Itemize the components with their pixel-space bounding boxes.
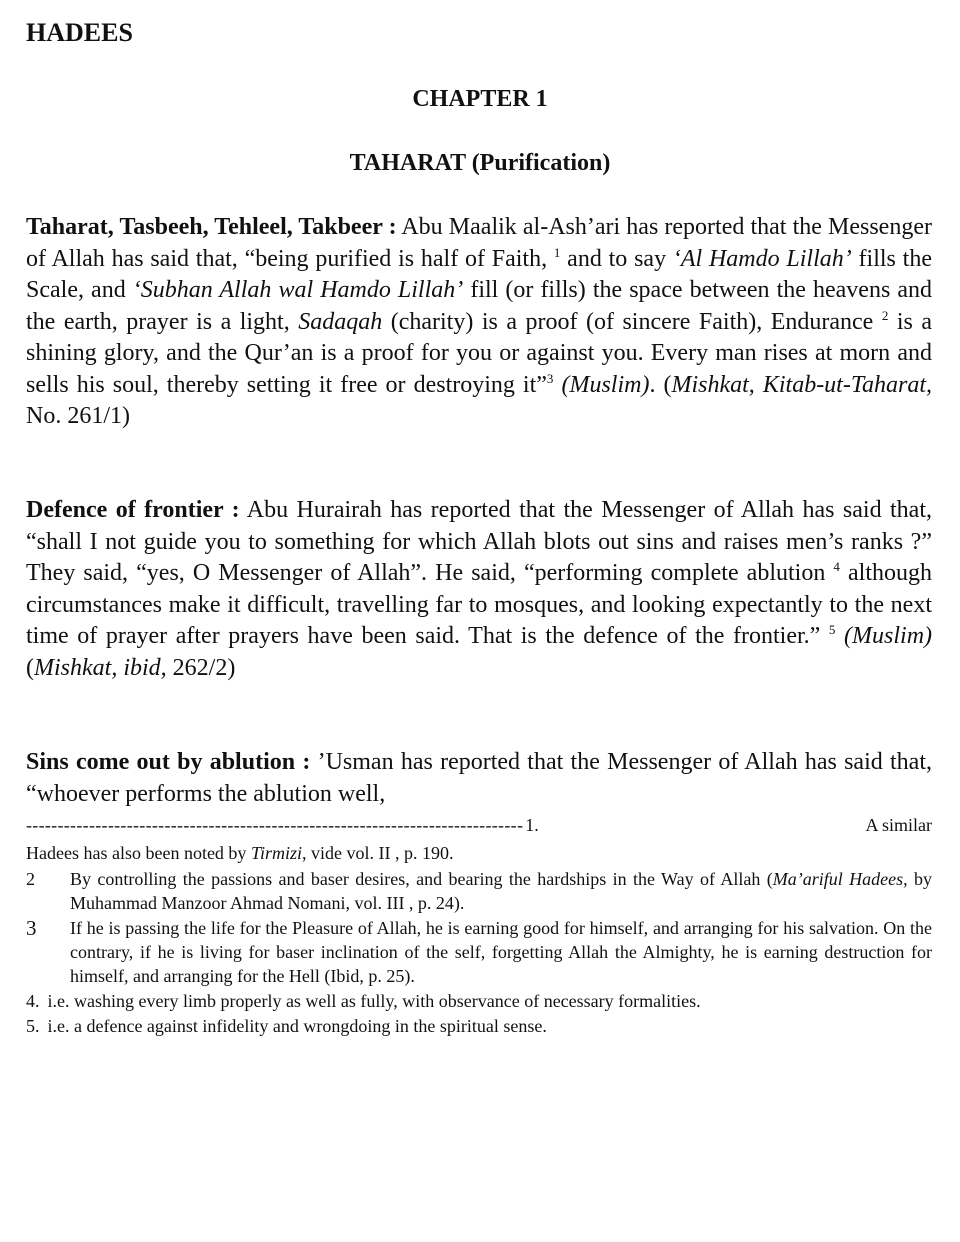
paragraph-text: . ( <box>649 371 672 398</box>
footnote-text: i.e. a defence against infidelity and wrongdoing in the spiritual sense. <box>47 1016 547 1036</box>
source-citation: Mishkat, Kitab-ut-Taharat, <box>671 371 932 398</box>
footnote-text: Hadees has also been noted by <box>26 843 251 863</box>
footnote-text: If he is passing the life for the Pleasure of Allah, he is earning good for himself, and arranging for his salvation. On the contrary, if he is living for baser inclination of the self, forgetting Allah the Almighty, he is earning destruction for himself, and arranging for the Hell (Ibid, p. 25). <box>70 918 932 986</box>
footnote-separator <box>26 814 932 836</box>
footnote-text-part: , by Muhammad Manzoor Ahmad Nomani, vol. III , p. 24). <box>70 869 933 913</box>
book-title: HADEES <box>26 18 133 47</box>
source-citation: Mishkat, ibid, <box>34 654 167 681</box>
paragraph-text: Abu Maalik al-Ash’ari has reported that the Messenger of Allah has said that, “being purified is half of Faith, <box>26 214 932 272</box>
hadees-paragraph-frontier <box>26 495 932 684</box>
footnote-item <box>26 867 932 915</box>
footnote-number: 1. <box>525 815 539 835</box>
arabic-phrase: ‘Al Hamdo Lillah’ <box>672 245 852 272</box>
footnote-ref: 1 <box>553 244 561 260</box>
chapter-number: CHAPTER 1 <box>412 86 548 112</box>
footnote-ref: 2 <box>881 307 889 323</box>
source-citation: (Muslim) <box>844 623 933 649</box>
paragraph-text: ( <box>26 654 34 681</box>
paragraph-text: fill (or fills) the space between the heavens and the earth, prayer is a light, <box>26 277 932 335</box>
paragraph-text: (charity) is a proof (of sincere Faith), Endurance <box>382 308 882 335</box>
source-citation: Tirmizi <box>250 843 302 863</box>
hadees-paragraph-ablution <box>26 747 932 810</box>
paragraph-text: and to say <box>560 245 673 272</box>
footnote-text: , vide vol. II , p. 190. <box>301 843 454 863</box>
paragraph-text <box>835 623 844 649</box>
footnote-1-continuation <box>26 842 453 864</box>
chapter-title: TAHARAT (Purification) <box>349 150 611 176</box>
footnote-item <box>26 1014 932 1038</box>
footnote-number: 2 <box>26 869 35 889</box>
dashed-rule: ------------------------------------------------------------------------------- <box>26 815 524 835</box>
paragraph-text: although circumstances make it difficult, travelling far to mosques, and looking expectantly to the next time of prayer after prayers have been said. That is the defence of the frontier.” <box>26 560 932 649</box>
footnote-item <box>26 989 932 1013</box>
source-citation: Ma’ariful Hadees <box>772 869 904 889</box>
arabic-phrase: ‘Subhan Allah wal Hamdo Lillah’ <box>132 277 464 303</box>
arabic-phrase: Sadaqah <box>298 308 383 335</box>
source-citation: (Muslim) <box>561 371 650 398</box>
footnote-item <box>26 916 932 988</box>
footnote-list <box>26 867 932 1039</box>
paragraph-heading: Taharat, Tasbeeh, Tehleel, Takbeer : <box>26 214 397 240</box>
paragraph-heading: Defence of frontier : <box>26 497 240 523</box>
footnote-ref: 4 <box>833 559 840 574</box>
hadees-paragraph-purification <box>26 212 932 433</box>
footnote-text-part: By controlling the passions and baser desires, and bearing the hardships in the Way of Allah ( <box>70 869 773 889</box>
paragraph-heading: Sins come out by ablution : <box>26 749 311 775</box>
footnote-text: i.e. washing every limb properly as well as fully, with observance of necessary formalities. <box>47 991 701 1011</box>
footnote-ref: 5 <box>828 622 836 637</box>
paragraph-text: is a shining glory, and the Qur’an is a proof for you or against you. Every man rises at morn and sells his soul, thereby setting it free or destroying it” <box>26 308 932 398</box>
paragraph-text: No. 261/1) <box>26 403 130 429</box>
footnote-ref: 3 <box>546 370 554 386</box>
footnote-number: 5. <box>26 1016 40 1036</box>
footnote-number: 3 <box>26 916 37 940</box>
paragraph-text: fills the Scale, and <box>26 245 932 303</box>
footnote-text: A similar <box>865 815 932 835</box>
paragraph-text: 262/2) <box>166 654 236 681</box>
footnote-number: 4. <box>26 991 40 1011</box>
footnote-text <box>70 867 932 915</box>
paragraph-text: Abu Hurairah has reported that the Messenger of Allah has said that, “shall I not guide you to something for which Allah blots out sins and raises men’s ranks ?” They said, “yes, O Messenger of Allah”. He said, “performing complete ablution <box>26 497 932 586</box>
paragraph-text: ’Usman has reported that the Messenger of Allah has said that, “whoever performs the ablution well, <box>26 749 932 807</box>
